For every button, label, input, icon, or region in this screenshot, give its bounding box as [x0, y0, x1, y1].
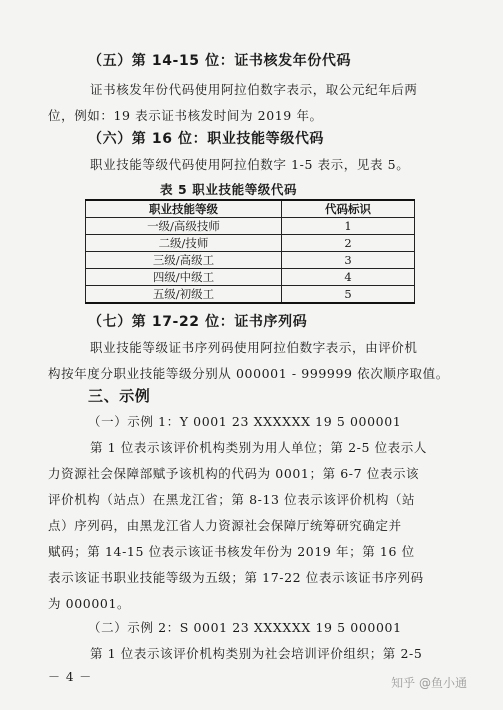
section-7-heading: （七）第 17-22 位：证书序列码 [88, 314, 308, 330]
table-row [86, 218, 415, 235]
table-cell-level: 一级/高级技师 [86, 218, 282, 235]
example-1-line: 赋码；第 14-15 位表示该证书核发年份为 2019 年；第 16 位 [48, 544, 415, 559]
section-5-paragraph-line: 证书核发年份代码使用阿拉伯数字表示，取公元纪年后两 [90, 82, 418, 97]
table-row [86, 286, 415, 304]
table-cell-code: 2 [282, 235, 415, 252]
page-number: － 4 － [48, 670, 93, 684]
table-row [86, 252, 415, 269]
table-cell-level: 四级/中级工 [86, 269, 282, 286]
section-6-heading: （六）第 16 位：职业技能等级代码 [88, 131, 325, 147]
table-row [86, 269, 415, 286]
example-1-line: 为 000001。 [48, 596, 131, 611]
example-1-line: 点）序列码，由黑龙江省人力资源社会保障厅统筹研究确定并 [48, 518, 402, 533]
table-cell-level: 二级/技师 [86, 235, 282, 252]
example-2-line: 第 1 位表示该评价机构类别为社会培训评价组织；第 2-5 [90, 646, 423, 661]
example-1-line: 表示该证书职业技能等级为五级；第 17-22 位表示该证书序列码 [48, 570, 424, 585]
examples-heading: 三、示例 [88, 387, 151, 405]
table-caption: 表 5 职业技能等级代码 [160, 182, 298, 197]
section-7-paragraph-line: 构按年度分职业技能等级分别从 000001 - 999999 依次顺序取值。 [48, 366, 449, 381]
example-1-line: 评价机构（站点）在黑龙江省；第 8-13 位表示该评价机构（站 [48, 492, 416, 507]
section-5-paragraph-line: 位，例如：19 表示证书核发时间为 2019 年。 [48, 108, 323, 123]
table-cell-code: 3 [282, 252, 415, 269]
section-5-heading: （五）第 14-15 位：证书核发年份代码 [88, 53, 352, 69]
table-header-cell: 代码标识 [282, 200, 415, 218]
table-header-row [86, 200, 415, 218]
table-cell-code: 1 [282, 218, 415, 235]
table-cell-code: 5 [282, 286, 415, 304]
example-1-title: （一）示例 1：Y 0001 23 XXXXXX 19 5 000001 [88, 414, 402, 429]
table-row [86, 235, 415, 252]
table-cell-code: 4 [282, 269, 415, 286]
section-7-paragraph-line: 职业技能等级证书序列码使用阿拉伯数字表示，由评价机 [90, 340, 418, 355]
example-1-line: 力资源社会保障部赋予该机构的代码为 0001；第 6-7 位表示该 [48, 466, 420, 481]
table-cell-level: 三级/高级工 [86, 252, 282, 269]
example-2-title: （二）示例 2：S 0001 23 XXXXXX 19 5 000001 [88, 620, 402, 635]
example-1-line: 第 1 位表示该评价机构类别为用人单位；第 2-5 位表示人 [90, 440, 427, 455]
table-header-cell: 职业技能等级 [86, 200, 282, 218]
table-cell-level: 五级/初级工 [86, 286, 282, 304]
skill-level-code-table [85, 199, 415, 304]
watermark: 知乎 @鱼小通 [391, 676, 467, 690]
section-6-paragraph-line: 职业技能等级代码使用阿拉伯数字 1-5 表示，见表 5。 [90, 157, 410, 172]
